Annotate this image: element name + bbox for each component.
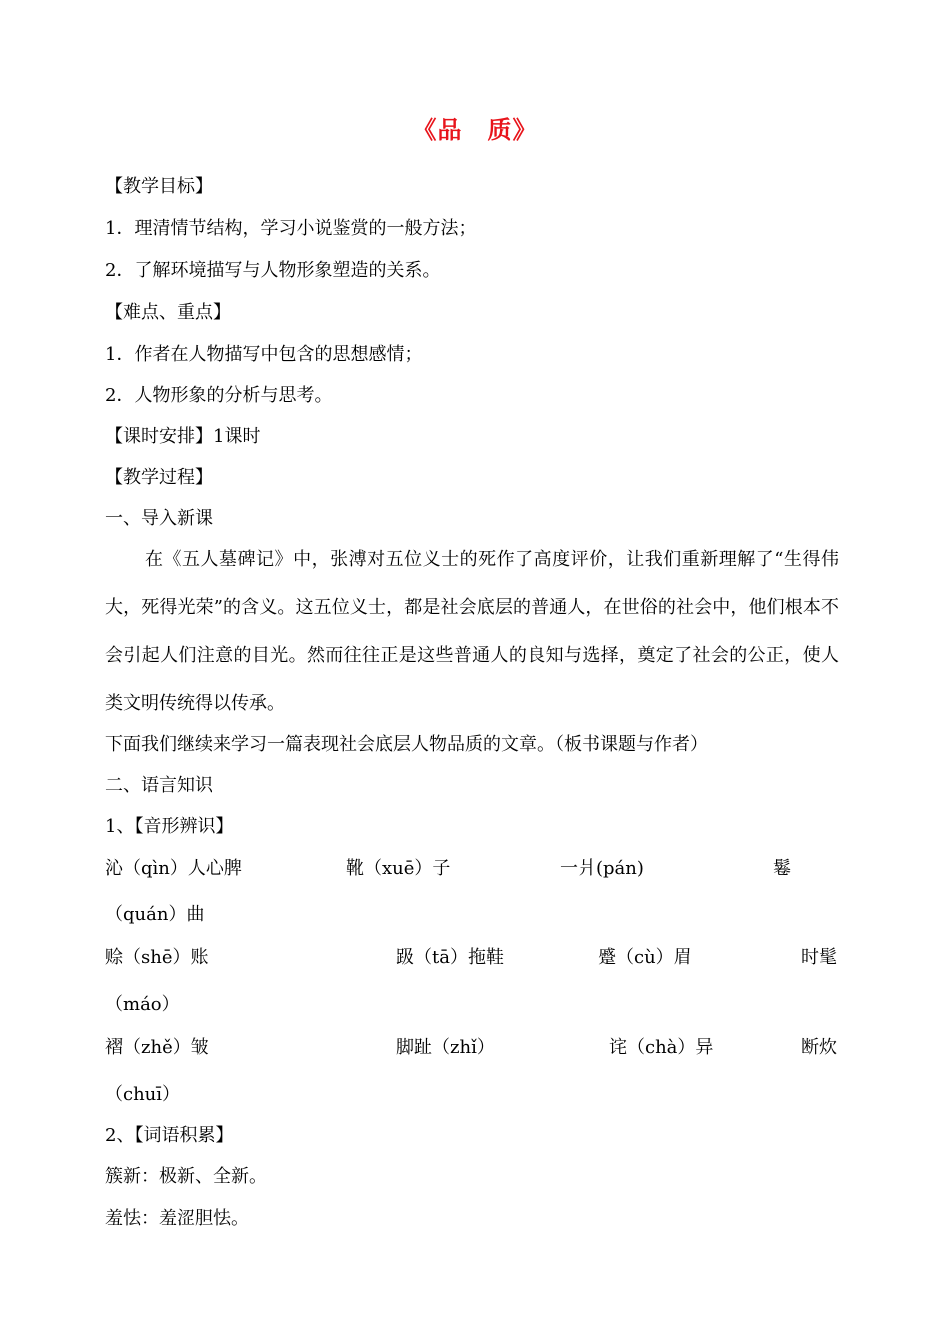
- vocab-item: 鬈: [773, 858, 791, 879]
- heading-teaching-goals: 【教学目标】: [105, 176, 213, 197]
- vocab-item: 趿（tā）拖鞋: [396, 947, 504, 968]
- intro-paragraph: 在《五人墓碑记》中，张溥对五位义士的死作了高度评价，让我们重新理解了“生得伟大，死得光荣”的含义。这五位义士，都是社会底层的普通人，在世俗的社会中，他们根本不会引起人们注意的目光。然而往往正是这些普通人的良知与选择，奠定了社会的公正，使人类文明传统得以传承。: [105, 549, 839, 714]
- vocab-item: 赊（shē）账: [105, 947, 209, 968]
- word-entry: 羞怯：羞涩胆怯。: [105, 1208, 249, 1229]
- vocab-item: 褶（zhě）皱: [105, 1037, 209, 1058]
- heading-schedule: 【课时安排】1课时: [105, 426, 261, 447]
- vocab-item: 沁（qìn）人心脾: [105, 858, 242, 879]
- section-language-heading: 二、语言知识: [105, 775, 213, 796]
- goal-item-1: 1．理清情节结构，学习小说鉴赏的一般方法；: [105, 218, 477, 239]
- vocab-item: 靴（xuē）子: [346, 858, 451, 879]
- vocab-item: 断炊: [801, 1037, 837, 1058]
- vocab-item: （chuī）: [105, 1084, 181, 1105]
- vocab-item: 一爿(pán): [560, 858, 644, 879]
- heading-key-points: 【难点、重点】: [105, 302, 231, 323]
- key-point-1: 1．作者在人物描写中包含的思想感情；: [105, 344, 423, 365]
- subheading-word-bank: 2、【词语积累】: [105, 1125, 234, 1146]
- section-intro-heading: 一、导入新课: [105, 508, 213, 529]
- vocab-item: 蹙（cù）眉: [598, 947, 692, 968]
- subheading-pronunciation: 1、【音形辨识】: [105, 816, 234, 837]
- vocab-item: 时髦: [801, 947, 837, 968]
- key-point-2: 2．人物形象的分析与思考。: [105, 385, 333, 406]
- document-title: 《品 质》: [412, 115, 538, 144]
- vocab-item: （máo）: [105, 994, 180, 1015]
- vocab-item: （quán）曲: [105, 904, 205, 925]
- vocab-item: 脚趾（zhǐ）: [396, 1037, 495, 1058]
- vocab-item: 诧（chà）异: [609, 1037, 714, 1058]
- lead-in-line: 下面我们继续来学习一篇表现社会底层人物品质的文章。（板书课题与作者）: [105, 734, 708, 755]
- word-entry: 簇新：极新、全新。: [105, 1166, 267, 1187]
- goal-item-2: 2．了解环境描写与人物形象塑造的关系。: [105, 260, 441, 281]
- heading-process: 【教学过程】: [105, 467, 213, 488]
